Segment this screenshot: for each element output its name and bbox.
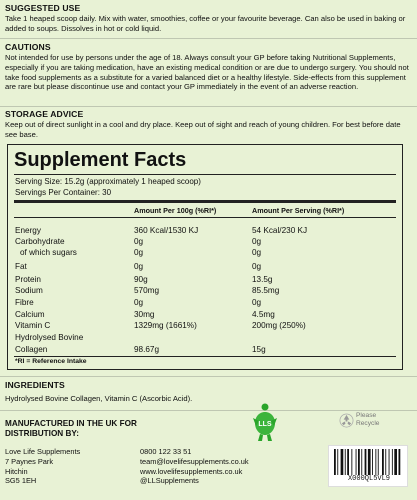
website: www.lovelifesupplements.co.uk	[140, 466, 243, 476]
address-line: 7 Paynes Park	[5, 456, 54, 466]
barcode-sticker	[328, 445, 408, 487]
table-row: Energy 360 Kcal/1530 KJ 54 Kcal/230 KJ	[15, 226, 308, 235]
divider	[0, 38, 417, 39]
barcode-number: X000QL5VL9	[347, 475, 390, 483]
divider	[0, 410, 417, 411]
recycle-icon	[339, 413, 354, 428]
suggested-use-text: Take 1 heaped scoop daily. Mix with water, smoothies, coffee or your favourite beverage. Can also be used in baking or added to soups. Dissolves in hot or cold liquid.	[5, 14, 406, 33]
table-row: Hydrolysed Bovine	[15, 333, 84, 342]
address-block	[5, 447, 80, 486]
table-row: Protein 90g 13.5g	[15, 275, 273, 284]
table-row: Collagen 98.67g 15g	[15, 345, 266, 354]
lls-logo-icon	[250, 403, 280, 443]
storage-text: Keep out of direct sunlight in a cool and dry place. Keep out of sight and reach of young children. For best before date see base.	[5, 120, 401, 139]
col-header-serving: Amount Per Serving (%RI*)	[252, 206, 345, 215]
table-row: Carbohydrate 0g 0g	[15, 237, 262, 246]
contact-block	[140, 447, 249, 486]
facts-rule	[14, 174, 396, 175]
manufacturer-title-line1: MANUFACTURED IN THE UK FOR	[5, 419, 137, 428]
manufacturer-title-line2: DISTRIBUTION BY:	[5, 429, 79, 438]
table-row: Calcium 30mg 4.5mg	[15, 310, 275, 319]
ingredients-text: Hydrolysed Bovine Collagen, Vitamin C (Ascorbic Acid).	[5, 394, 193, 403]
address-line: SG5 1EH	[5, 476, 37, 486]
phone-number: 0800 122 33 51	[140, 447, 192, 456]
table-row: Vitamin C 1329mg (1661%) 200mg (250%)	[15, 321, 306, 330]
divider	[0, 376, 417, 377]
address-line: Love Life Supplements	[5, 447, 81, 456]
facts-rule	[14, 217, 396, 218]
recycle-line1: Please	[356, 412, 377, 419]
recycle-line2: Recycle	[356, 420, 380, 427]
table-row: Sodium 570mg 85.5mg	[15, 286, 280, 295]
servings-per-container: Servings Per Container: 30	[15, 188, 112, 197]
recycle-label	[356, 412, 379, 428]
facts-title: Supplement Facts	[14, 149, 187, 171]
supplement-facts-panel	[7, 144, 403, 370]
facts-rule	[14, 356, 396, 357]
table-row: Fibre 0g 0g	[15, 298, 262, 307]
table-row: of which sugars 0g 0g	[20, 248, 262, 257]
facts-thick-rule	[14, 200, 396, 203]
email-address: team@lovelifesupplements.co.uk	[140, 456, 249, 466]
col-header-100g: Amount Per 100g (%RI*)	[134, 206, 217, 215]
address-line: Hitchin	[5, 466, 28, 476]
table-row: Fat 0g 0g	[15, 262, 262, 271]
storage-title: STORAGE ADVICE	[5, 109, 84, 119]
ri-footnote: *RI = Reference Intake	[15, 358, 87, 365]
social-handle: @LLSupplements	[140, 476, 199, 486]
ingredients-title: INGREDIENTS	[5, 380, 65, 390]
logo-lettering: LLS	[258, 421, 272, 428]
cautions-title: CAUTIONS	[5, 42, 51, 52]
cautions-text: Not intended for use by persons under the age of 18. Always consult your GP before taking Nutritional Supplements, especially if you are taking medication, have an existing medical condition or are due to undergo surgery. You should not take food supplements as a substitute for a varied balanced diet or a healthy lifestyle. Side-effects from this supplement are rare but please discontinue use and contact your GP immediately in the event of an adverse reaction.	[5, 53, 409, 92]
suggested-use-title: SUGGESTED USE	[5, 3, 81, 13]
serving-size: Serving Size: 15.2g (approximately 1 heaped scoop)	[15, 177, 201, 186]
barcode-icon	[333, 449, 405, 475]
divider	[0, 106, 417, 107]
